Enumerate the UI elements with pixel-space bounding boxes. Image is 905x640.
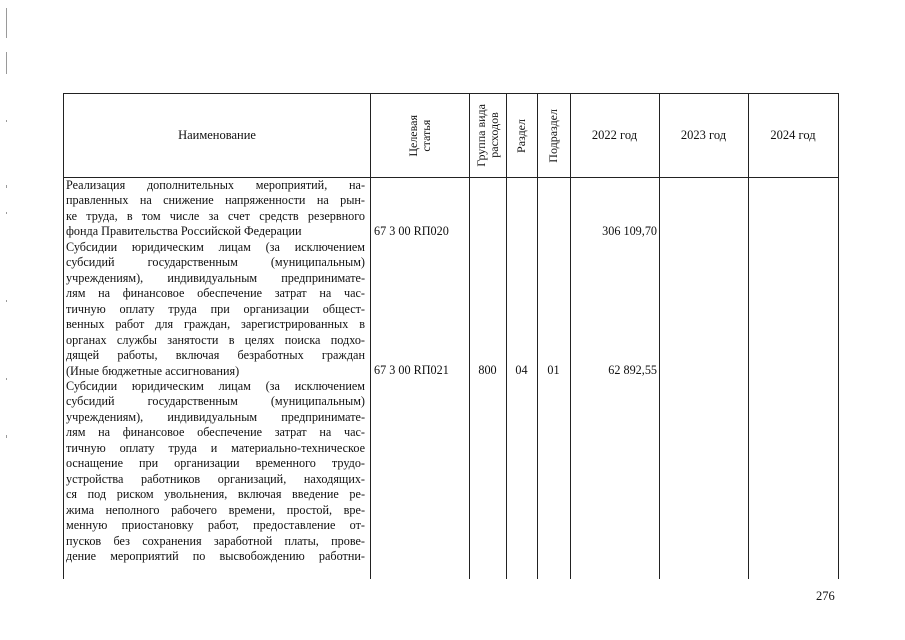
header-target-article: Целевая статья xyxy=(405,114,433,157)
header-subsection: Подраздел xyxy=(546,108,560,163)
col-divider xyxy=(838,94,839,579)
row-section: 04 xyxy=(515,363,528,377)
row-expense-group: 800 xyxy=(478,363,497,377)
row-target-article: 67 3 00 RП021 xyxy=(374,363,449,377)
table-row-name: Субсидии юридическим лицам (за исключением субсидий государственным (муниципальным) учреждениям), индивидуальным предпринимате- лям на финансовое обеспечение затрат на час- тичную оплату труда при организации общест- венных работ для граждан, зарегистрированных в органах службы занятости в целях поиска подхо- дящей работы, включая безработных граждан (Иные бюджетные ассигнования) xyxy=(66,240,365,378)
header-section: Раздел xyxy=(514,118,528,153)
table-row-name: Реализация дополнительных мероприятий, на- правленных на снижение напряженности на рын- ке труда, в том числе за счет средств резервного фонда Правительства Российской Федерации xyxy=(66,178,365,239)
budget-table xyxy=(63,93,839,579)
header-name: Наименование xyxy=(178,128,256,142)
row-amount-2022: 306 109,70 xyxy=(602,224,657,238)
header-2022: 2022 год xyxy=(591,128,638,142)
row-subsection: 01 xyxy=(547,363,560,377)
header-2024: 2024 год xyxy=(770,128,816,142)
scan-margin-marks xyxy=(6,0,10,640)
page-number: 276 xyxy=(816,589,835,603)
row-amount-2022: 62 892,55 xyxy=(608,363,657,377)
row-target-article: 67 3 00 RП020 xyxy=(374,224,449,238)
header-2023: 2023 год xyxy=(680,128,727,142)
table-row-name: Субсидии юридическим лицам (за исключением субсидий государственным (муниципальным) учреждениям), индивидуальным предпринимате- лям на финансовое обеспечение затрат на час- тичную оплату труда и материально-техническое оснащение при организации временного трудо- устройства работников организаций, находящих- ся под риском увольнения, включая введение ре- жима неполного рабочего времени, простой, вре- менную приостановку работ, предоставление от- пусков без сохранения заработной платы, прове- дение мероприятий по высвобождению работни- xyxy=(66,379,365,563)
header-expense-group: Группа вида расходов xyxy=(473,104,501,167)
